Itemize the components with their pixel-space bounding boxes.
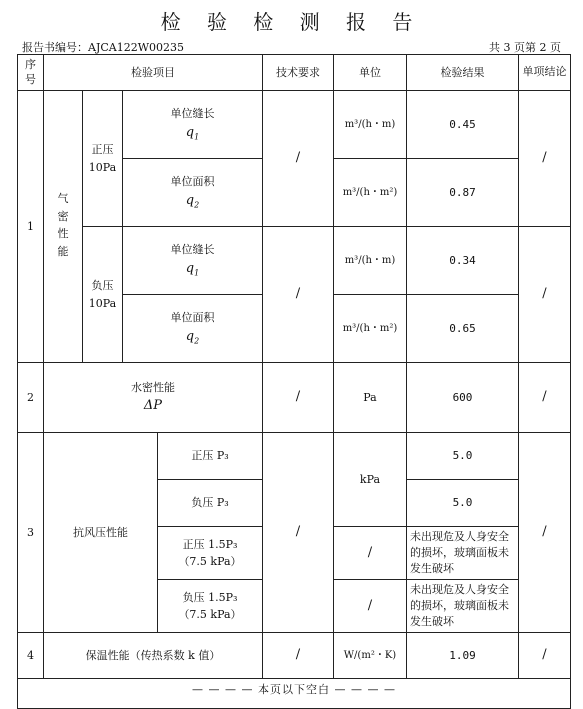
airtight-positive-length-label: 单位缝长 — [170, 107, 215, 121]
table-row — [18, 363, 571, 433]
thermal-seq: 4 — [18, 633, 44, 679]
table-row — [18, 227, 571, 295]
wind-row-item: 正压 P₃ — [158, 433, 263, 480]
table-row — [18, 433, 571, 480]
wind-conclusion: / — [519, 433, 571, 633]
wind-row-item-cell — [158, 527, 263, 580]
thermal-requirement: / — [263, 633, 334, 679]
symbol-sub: 1 — [194, 268, 200, 278]
airtight-seq: 1 — [18, 91, 44, 363]
airtight-negative-length — [123, 227, 263, 295]
wind-row-unit: / — [334, 527, 407, 580]
table-row — [18, 91, 571, 159]
thermal-label: 保温性能（传热系数 k 值） — [44, 633, 263, 679]
airtight-positive-pressure: 10Pa — [88, 160, 117, 174]
airtight-positive — [83, 91, 123, 227]
airtight-negative-conclusion: / — [519, 227, 571, 363]
airtight-negative — [83, 227, 123, 363]
wind-row-item: 负压 1.5P₃ — [182, 590, 238, 604]
watertight-unit: Pa — [334, 363, 407, 433]
airtight-positive-length — [123, 91, 263, 159]
wind-label: 抗风压性能 — [44, 433, 158, 633]
table-row — [18, 633, 571, 679]
col-header-result: 检验结果 — [407, 55, 519, 91]
airtight-negative-requirement: / — [263, 227, 334, 363]
wind-row-item: 正压 1.5P₃ — [182, 537, 238, 551]
airtight-label-text: 气密性能 — [57, 192, 69, 258]
page-info: 共 3 页第 2 页 — [489, 41, 561, 54]
blank-below-note: — — — — 本页以下空白 — — — — — [18, 679, 571, 709]
watertight-symbol: ΔP — [143, 397, 163, 413]
watertight-conclusion: / — [519, 363, 571, 433]
wind-row-value: 5.0 — [407, 480, 519, 527]
col-header-seq: 序号 — [18, 55, 44, 91]
wind-unit-kpa: kPa — [334, 433, 407, 527]
watertight-value: 600 — [407, 363, 519, 433]
airtight-negative-length-unit: m³/(h・m) — [334, 227, 407, 295]
col-header-requirement: 技术要求 — [263, 55, 334, 91]
wind-row-value: 未出现危及人身安全的损坏，玻璃面板未发生破坏 — [407, 580, 519, 633]
table-row — [18, 679, 571, 709]
airtight-positive-area-label: 单位面积 — [170, 175, 215, 189]
airtight-negative-area-symbol — [125, 327, 260, 348]
symbol-q: q — [185, 124, 195, 140]
airtight-positive-length-symbol — [125, 123, 260, 144]
thermal-value: 1.09 — [407, 633, 519, 679]
symbol-q: q — [185, 260, 195, 276]
airtight-positive-area — [123, 159, 263, 227]
report-title: 检 验 检 测 报 告 — [160, 10, 423, 34]
wind-seq: 3 — [18, 433, 44, 633]
airtight-positive-area-value: 0.87 — [407, 159, 519, 227]
symbol-q: q — [185, 328, 195, 344]
wind-requirement: / — [263, 433, 334, 633]
inspection-table — [17, 54, 571, 709]
col-header-item: 检验项目 — [44, 55, 263, 91]
watertight-item — [44, 363, 263, 433]
wind-row-value: 5.0 — [407, 433, 519, 480]
airtight-positive-label: 正压 — [91, 143, 114, 157]
airtight-positive-area-unit: m³/(h・m²) — [334, 159, 407, 227]
col-header-unit: 单位 — [334, 55, 407, 91]
airtight-positive-requirement: / — [263, 91, 334, 227]
wind-row-item-cell — [158, 580, 263, 633]
airtight-positive-length-unit: m³/(h・m) — [334, 91, 407, 159]
airtight-positive-length-value: 0.45 — [407, 91, 519, 159]
airtight-positive-conclusion: / — [519, 91, 571, 227]
airtight-negative-pressure: 10Pa — [88, 296, 117, 310]
airtight-negative-area-label: 单位面积 — [170, 311, 215, 325]
watertight-seq: 2 — [18, 363, 44, 433]
symbol-q: q — [185, 192, 195, 208]
airtight-negative-length-label: 单位缝长 — [170, 243, 215, 257]
thermal-unit: W/(m²・K) — [334, 633, 407, 679]
wind-row-item: 负压 P₃ — [158, 480, 263, 527]
report-number: 报告书编号：AJCA122W00235 — [22, 41, 185, 54]
symbol-sub: 2 — [194, 336, 200, 346]
airtight-negative-area — [123, 295, 263, 363]
table-header-row — [18, 55, 571, 91]
symbol-sub: 1 — [194, 132, 200, 142]
airtight-positive-area-symbol — [125, 191, 260, 212]
thermal-conclusion: / — [519, 633, 571, 679]
airtight-negative-label: 负压 — [91, 279, 114, 293]
wind-row-unit: / — [334, 580, 407, 633]
wind-row-value: 未出现危及人身安全的损坏，玻璃面板未发生破坏 — [407, 527, 519, 580]
wind-row-sub: （7.5 kPa） — [178, 555, 242, 568]
airtight-negative-area-unit: m³/(h・m²) — [334, 295, 407, 363]
symbol-sub: 2 — [194, 200, 200, 210]
airtight-negative-area-value: 0.65 — [407, 295, 519, 363]
col-header-conclusion: 单项结论 — [519, 55, 571, 91]
airtight-negative-length-value: 0.34 — [407, 227, 519, 295]
wind-row-sub: （7.5 kPa） — [178, 608, 242, 621]
airtight-label — [44, 91, 83, 363]
watertight-label: 水密性能 — [131, 380, 175, 394]
airtight-negative-length-symbol — [125, 259, 260, 280]
watertight-requirement: / — [263, 363, 334, 433]
